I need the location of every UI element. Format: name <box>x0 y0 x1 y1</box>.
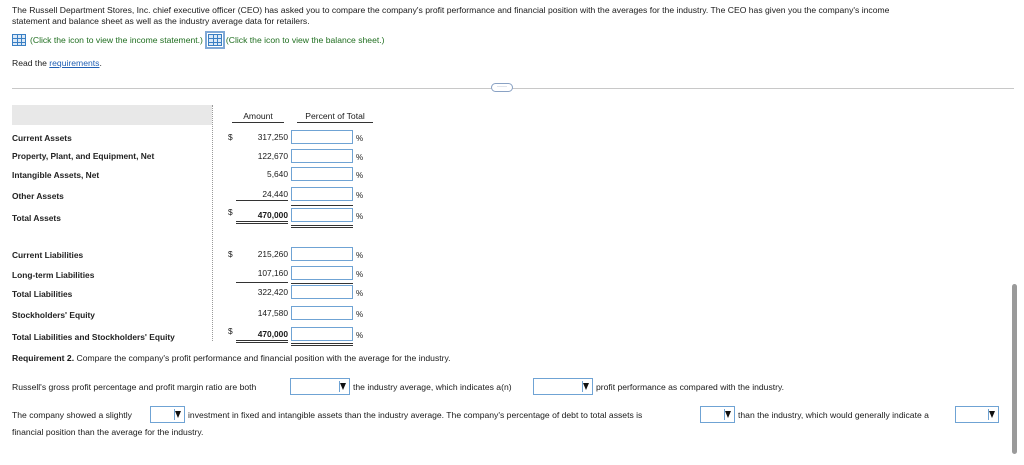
sentence1-part1: Russell's gross profit percentage and profit margin ratio are both <box>12 382 257 392</box>
percent-sign: % <box>356 171 364 180</box>
intro-line-1: The Russell Department Stores, Inc. chief executive officer (CEO) has asked you to compare the company's profit performance and financial position with the averages for the industry. The CEO has given you the company's income <box>12 5 890 15</box>
amount-value: 24,440 <box>262 189 288 199</box>
amount-column-header: Amount <box>232 111 284 123</box>
sentence2-part4: financial position than the average for the industry. <box>12 427 204 437</box>
sentence2-part3: than the industry, which would generally indicate a <box>738 410 929 420</box>
amount-value: 147,580 <box>257 308 288 318</box>
table-column-separator <box>212 105 213 341</box>
row-label: Total Assets <box>12 213 61 223</box>
percent-input[interactable] <box>291 247 353 261</box>
requirement-label: Requirement 2. <box>12 353 75 363</box>
percent-sign: % <box>356 251 364 260</box>
financial-position-select[interactable] <box>955 406 999 423</box>
row-label: Other Assets <box>12 191 64 201</box>
profit-performance-select[interactable] <box>533 378 593 395</box>
amount-value: 470,000 <box>257 329 288 339</box>
percent-sign: % <box>356 134 364 143</box>
percent-subtotal-rule <box>291 283 353 284</box>
percent-input[interactable] <box>291 208 353 222</box>
sentence1-part2: the industry average, which indicates a(n) <box>353 382 512 392</box>
amount-value: 322,420 <box>257 287 288 297</box>
percent-total-double-rule <box>291 343 353 346</box>
statement-links <box>12 32 385 47</box>
subtotal-rule <box>236 282 288 283</box>
dollar-sign: $ <box>228 207 233 217</box>
percent-input[interactable] <box>291 130 353 144</box>
investment-comparison-select[interactable] <box>150 406 185 423</box>
percent-column-header: Percent of Total <box>297 111 373 123</box>
problem-intro <box>12 5 1002 27</box>
amount-value: 5,640 <box>267 169 288 179</box>
percent-input[interactable] <box>291 187 353 201</box>
expand-pill-button[interactable]: ····· <box>491 83 513 92</box>
percent-sign: % <box>356 331 364 340</box>
row-label: Total Liabilities and Stockholders' Equity <box>12 332 175 342</box>
requirements-link[interactable]: requirements <box>49 58 100 68</box>
percent-sign: % <box>356 212 364 221</box>
row-label: Total Liabilities <box>12 289 73 299</box>
dollar-sign: $ <box>228 249 233 259</box>
row-label: Long-term Liabilities <box>12 270 95 280</box>
total-double-rule <box>236 221 288 224</box>
table-grid-icon[interactable] <box>208 34 222 46</box>
subtotal-rule <box>236 200 288 201</box>
amount-value: 215,260 <box>257 249 288 259</box>
percent-input[interactable] <box>291 285 353 299</box>
dollar-sign: $ <box>228 326 233 336</box>
percent-input[interactable] <box>291 306 353 320</box>
sentence2-part1: The company showed a slightly <box>12 410 132 420</box>
sentence1-part3: profit performance as compared with the industry. <box>596 382 785 392</box>
requirement-text: Compare the company's profit performance and financial position with the average for the industry. <box>74 353 451 363</box>
read-prefix: Read the <box>12 58 50 68</box>
percent-sign: % <box>356 270 364 279</box>
percent-sign: % <box>356 153 364 162</box>
amount-value: 122,670 <box>257 151 288 161</box>
table-header-band <box>12 105 212 125</box>
percent-input[interactable] <box>291 266 353 280</box>
balance-sheet-link[interactable]: (Click the icon to view the balance sheet.) <box>225 34 385 45</box>
page-scrollbar[interactable] <box>1012 284 1017 454</box>
total-double-rule <box>236 340 288 343</box>
row-label: Current Liabilities <box>12 250 84 260</box>
amount-value: 470,000 <box>257 210 288 220</box>
row-label: Property, Plant, and Equipment, Net <box>12 151 155 161</box>
amount-value: 317,250 <box>257 132 288 142</box>
percent-input[interactable] <box>291 167 353 181</box>
section-divider <box>12 88 1014 89</box>
row-label: Current Assets <box>12 133 72 143</box>
table-grid-icon[interactable] <box>12 34 26 46</box>
income-statement-link[interactable]: (Click the icon to view the income statement.) <box>30 34 203 45</box>
percent-sign: % <box>356 310 364 319</box>
intro-line-2: statement and balance sheet as well as the industry average data for retailers. <box>12 16 310 26</box>
percent-sign: % <box>356 289 364 298</box>
requirement-2 <box>12 353 451 363</box>
row-label: Intangible Assets, Net <box>12 170 100 180</box>
dollar-sign: $ <box>228 132 233 142</box>
read-suffix: . <box>99 58 102 68</box>
amount-value: 107,160 <box>257 268 288 278</box>
read-requirements <box>12 58 102 68</box>
percent-input[interactable] <box>291 327 353 341</box>
gross-profit-comparison-select[interactable] <box>290 378 350 395</box>
percent-sign: % <box>356 191 364 200</box>
debt-ratio-comparison-select[interactable] <box>700 406 735 423</box>
sentence2-part2: investment in fixed and intangible assets than the industry average. The company's percentage of debt to total assets is <box>188 410 643 420</box>
percent-subtotal-rule <box>291 205 353 206</box>
row-label: Stockholders' Equity <box>12 310 95 320</box>
percent-input[interactable] <box>291 149 353 163</box>
percent-total-double-rule <box>291 225 353 228</box>
